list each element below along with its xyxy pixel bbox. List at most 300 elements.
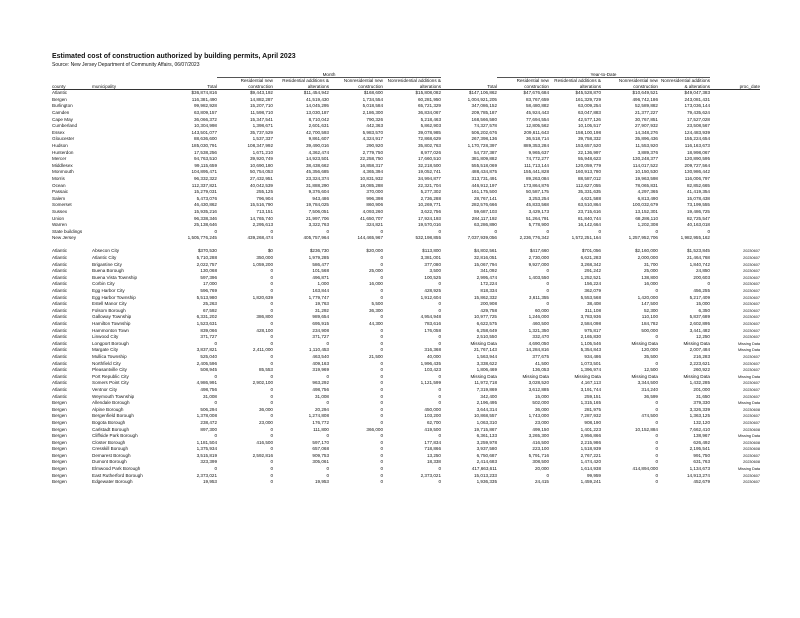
value-cell: 54,737,387 <box>474 149 497 155</box>
value-cell: 0 <box>270 479 273 485</box>
value-cell: 58,480,882 <box>526 103 549 109</box>
county-cell: Bergen <box>52 433 67 439</box>
county-cell: Bergen <box>52 446 67 452</box>
value-cell: 10,977,725 <box>474 314 497 320</box>
municipality-row <box>52 394 760 401</box>
county-cell: Ocean <box>52 182 66 188</box>
col-nonres-new-ytd: Nonresidential new construction <box>601 78 658 90</box>
value-cell: 22,258,750 <box>360 156 383 162</box>
value-cell: 281,975 <box>584 406 601 412</box>
value-cell: 32,218,500 <box>418 162 441 168</box>
county-cell: Atlantic <box>52 373 68 379</box>
county-cell: Atlantic <box>52 268 68 274</box>
county-row <box>52 123 760 130</box>
value-cell: 0 <box>655 439 658 445</box>
empty-cell <box>92 176 164 183</box>
value-cell: 0 <box>438 466 441 472</box>
value-cell: 0 <box>380 380 383 386</box>
value-cell: 1,110,453 <box>308 347 329 353</box>
value-cell: 10,150,530 <box>635 169 658 175</box>
value-cell: Missing Data <box>522 373 549 379</box>
value-cell: 0 <box>270 268 273 274</box>
value-cell: 173,036,144 <box>684 103 710 109</box>
value-cell: 36,000 <box>258 406 273 412</box>
value-cell: 209,785,187 <box>471 110 497 115</box>
value-cell: 32,816,051 <box>474 255 497 261</box>
empty-cell <box>710 103 760 110</box>
value-cell: 496,742,186 <box>632 96 658 102</box>
value-cell: 506,294 <box>200 406 217 412</box>
value-cell: 23,324,374 <box>306 175 329 181</box>
value-cell: 4,297,365 <box>637 189 658 195</box>
value-cell: 13,250 <box>426 452 441 458</box>
value-cell: 0 <box>546 281 549 287</box>
value-cell: 0 <box>380 419 383 425</box>
county-cell: Bergen <box>52 406 67 412</box>
value-cell: 96,338,346 <box>194 215 217 221</box>
municipality-cell: Cliffside Park Borough <box>92 433 138 439</box>
county-row <box>52 209 760 216</box>
value-cell: 0 <box>270 426 273 432</box>
proc-date-cell: 20230607 <box>743 289 760 294</box>
empty-cell <box>710 163 760 170</box>
municipality-cell: Atlantic City <box>92 255 117 261</box>
value-cell: 657,068 <box>312 446 329 452</box>
value-cell: 2,373,021 <box>196 472 217 478</box>
value-cell: 341,092 <box>480 268 497 274</box>
value-cell: 0 <box>270 472 273 478</box>
empty-cell <box>710 229 760 236</box>
value-cell: 0 <box>270 400 273 406</box>
value-cell: 163,844 <box>312 288 329 294</box>
empty-cell <box>710 196 760 203</box>
value-cell: 23,508,567 <box>687 123 710 129</box>
value-cell: 96,332,322 <box>194 175 217 181</box>
value-cell: 0 <box>270 373 273 379</box>
value-cell: 0 <box>380 373 383 379</box>
value-cell: 21,464,768 <box>687 255 710 261</box>
value-cell: 88,587,012 <box>578 175 601 181</box>
value-cell: 3,611,355 <box>528 294 549 300</box>
value-cell: 0 <box>438 373 441 379</box>
value-cell: 82,852,665 <box>687 182 710 188</box>
value-cell: 5,837,689 <box>689 314 710 320</box>
value-cell: 5,218,463 <box>420 116 441 122</box>
value-cell: 0 <box>655 360 658 366</box>
proc-date-cell: 20230607 <box>743 480 760 485</box>
value-cell: 6,621,283 <box>580 255 601 261</box>
value-cell: 1,734,554 <box>362 96 383 102</box>
value-cell: 1,474,420 <box>580 459 601 465</box>
value-cell: $113,800 <box>422 248 441 254</box>
value-cell: 41,650,707 <box>360 215 383 221</box>
value-cell: 419,500 <box>424 426 441 432</box>
value-cell: 450,000 <box>424 406 441 412</box>
value-cell: 36,000 <box>534 406 549 412</box>
value-cell: $2,160,000 <box>635 248 658 254</box>
value-cell: 24,415 <box>534 479 549 485</box>
proc-date-cell: 20230607 <box>743 414 760 419</box>
value-cell: 4,167,113 <box>580 380 601 386</box>
value-cell: 0 <box>214 400 217 406</box>
value-cell: 31,700 <box>643 261 658 267</box>
value-cell: 20,294 <box>314 406 329 412</box>
value-cell: 10,868,557 <box>474 413 497 419</box>
value-cell: 474,500 <box>641 413 658 419</box>
value-cell: 818,334 <box>480 288 497 294</box>
proc-date-cell: 20230607 <box>743 420 760 425</box>
value-cell: 1,105,546 <box>580 340 601 346</box>
value-cell: 15,067,794 <box>474 261 497 267</box>
value-cell: 138,800 <box>641 274 658 280</box>
municipality-cell: Cresskill Borough <box>92 446 128 452</box>
empty-cell <box>92 196 164 203</box>
value-cell: 168,566,580 <box>471 116 497 122</box>
value-cell: 314,240 <box>641 386 658 392</box>
value-cell: 0 <box>438 307 441 313</box>
value-cell: 36,834,067 <box>418 110 441 115</box>
value-cell: 2,902,100 <box>252 380 273 386</box>
empty-cell <box>92 90 164 97</box>
county-cell: Somerset <box>52 202 72 208</box>
value-cell: 0 <box>326 466 329 472</box>
value-cell: 596,769 <box>200 288 217 294</box>
value-cell: 0 <box>380 228 383 234</box>
value-cell: 1,202,308 <box>637 222 658 228</box>
value-cell: 0 <box>270 228 273 234</box>
value-cell: 234,908 <box>312 327 329 333</box>
value-cell: 24,850 <box>695 268 710 274</box>
value-cell: 0 <box>438 301 441 307</box>
value-cell: 0 <box>655 459 658 465</box>
value-cell: 2,414,683 <box>476 459 497 465</box>
county-row <box>52 222 760 229</box>
value-cell: 1,671,210 <box>252 149 273 155</box>
municipality-row <box>52 347 760 354</box>
value-cell: 94,763,510 <box>194 156 217 162</box>
value-cell: 27,432,951 <box>250 175 273 181</box>
value-cell: 172,224 <box>480 281 497 287</box>
value-cell: 3,441,482 <box>689 327 710 333</box>
value-cell: 19,570,016 <box>418 222 441 228</box>
value-cell: 370,000 <box>366 189 383 195</box>
value-cell: 324,821 <box>366 222 383 228</box>
value-cell: 0 <box>380 261 383 267</box>
value-cell: 2,510,550 <box>476 334 497 340</box>
value-cell: 442,363 <box>366 123 383 129</box>
municipality-row <box>52 275 760 282</box>
value-cell: 120,890,595 <box>684 156 710 162</box>
value-cell: 15,013,233 <box>474 472 497 478</box>
county-cell: Hudson <box>52 142 68 148</box>
value-cell: 5,778,900 <box>528 222 549 228</box>
empty-cell <box>710 110 760 117</box>
municipality-row <box>52 479 760 486</box>
empty-cell <box>92 189 164 196</box>
value-cell: 9,927,000 <box>528 261 549 267</box>
value-cell: 1,000 <box>317 281 329 287</box>
value-cell: 0 <box>380 288 383 294</box>
value-cell: 112,337,821 <box>191 182 217 188</box>
value-cell: 377,080 <box>424 261 441 267</box>
municipality-cell: Egg Harbor City <box>92 288 125 294</box>
value-cell: 0 <box>380 347 383 353</box>
value-cell: 22,136,997 <box>578 149 601 155</box>
value-cell: 60,000 <box>534 307 549 313</box>
value-cell: 379,330 <box>693 400 710 406</box>
proc-date-cell: 20230607 <box>743 322 760 326</box>
proc-date-cell: 20230608 <box>743 460 760 465</box>
municipality-row <box>52 446 760 453</box>
value-cell: 0 <box>655 479 658 485</box>
value-cell: 350,000 <box>256 255 273 261</box>
value-cell: 160,913,780 <box>575 169 601 175</box>
municipality-cell: Estell Manor City <box>92 301 127 307</box>
value-cell: $370,530 <box>197 248 217 254</box>
municipality-row <box>52 361 760 368</box>
value-cell: 7,662,410 <box>689 426 710 432</box>
value-cell: 116,006,797 <box>684 175 710 181</box>
value-cell: 695,915 <box>312 321 329 326</box>
value-cell: 2,196,495 <box>476 400 497 406</box>
value-cell: 52,589,882 <box>635 103 658 109</box>
value-cell: 496,871 <box>312 274 329 280</box>
empty-cell <box>710 202 760 209</box>
county-row <box>52 156 760 163</box>
value-cell: 3,259,978 <box>476 439 497 445</box>
value-cell: 130,986,442 <box>684 169 710 175</box>
value-cell: 22,321,704 <box>418 182 441 188</box>
value-cell: 417,663,611 <box>471 466 497 472</box>
col-res-add-ytd: Residential additions & alterations <box>549 78 601 90</box>
value-cell: 124,483,939 <box>684 129 710 135</box>
value-cell: 0 <box>214 466 217 472</box>
proc-date-cell: 20230607 <box>743 262 760 267</box>
value-cell: 4,621,588 <box>580 195 601 201</box>
value-cell: 525,040 <box>200 353 217 359</box>
value-cell: 68,286,110 <box>635 215 658 221</box>
value-cell: 5,217,409 <box>689 294 710 300</box>
value-cell: 631,763 <box>693 459 710 465</box>
proc-date-cell: 20230607 <box>743 387 760 392</box>
value-cell: 40,042,539 <box>250 182 273 188</box>
value-cell: 36,599 <box>643 393 658 399</box>
empty-cell <box>92 156 164 163</box>
value-cell: 67,592 <box>202 307 217 313</box>
value-cell: 2,236,776,342 <box>519 235 549 241</box>
proc-date-cell: Missing Data <box>738 348 760 353</box>
value-cell: 36,066,372 <box>194 116 217 122</box>
col-res-new-month: Residential new construction <box>217 78 273 90</box>
proc-date-cell: 20230607 <box>743 381 760 386</box>
value-cell: 1,396,974 <box>580 367 601 373</box>
value-cell: 138,967 <box>693 433 710 439</box>
value-cell: $15,808,082 <box>415 90 441 96</box>
value-cell: 7,287,932 <box>580 413 601 419</box>
value-cell: 173,864,876 <box>523 182 549 188</box>
value-cell: $10,649,521 <box>632 90 658 96</box>
value-cell: 0 <box>655 288 658 294</box>
value-cell: 0 <box>546 288 549 294</box>
value-cell: 243,081,431 <box>684 96 710 102</box>
value-cell: 0 <box>380 479 383 485</box>
value-cell: 2,995,474 <box>476 274 497 280</box>
value-cell: 82,725,547 <box>687 215 710 221</box>
municipality-row <box>52 341 760 348</box>
value-cell: 1,004,921,205 <box>467 96 497 102</box>
value-cell: 0 <box>546 268 549 274</box>
value-cell: 1,505,776,245 <box>187 235 217 241</box>
value-cell: 4,324,917 <box>362 136 383 142</box>
value-cell: 14,923,501 <box>306 156 329 162</box>
value-cell: 17,000 <box>202 281 217 287</box>
municipality-row <box>52 308 760 315</box>
value-cell: 12,250 <box>695 334 710 340</box>
value-cell: 83,767,659 <box>526 96 549 102</box>
value-cell: 17,924,193 <box>418 215 441 221</box>
municipality-cell: Ventnor City <box>92 386 118 392</box>
value-cell: 0 <box>438 334 441 340</box>
value-cell: 2,592,816 <box>252 452 273 458</box>
proc-date-cell: 20230607 <box>743 315 760 320</box>
value-cell: 502,000 <box>532 400 549 406</box>
value-cell: 10,269,771 <box>418 202 441 208</box>
value-cell: 62,700 <box>426 419 441 425</box>
proc-date-cell: 20230607 <box>743 368 760 373</box>
county-cell: Atlantic <box>52 367 68 373</box>
value-cell: $0 <box>267 248 273 254</box>
value-cell: 14,045,295 <box>306 103 329 109</box>
value-cell: 8,977,026 <box>420 149 441 155</box>
value-cell: 0 <box>546 472 549 478</box>
value-cell: 25,263 <box>202 301 217 307</box>
col-nonres-new-month: Nonresidential new construction <box>329 78 383 90</box>
value-cell: 41,419,354 <box>687 189 710 195</box>
value-cell: 23,715,616 <box>578 208 601 214</box>
value-cell: $1,523,845 <box>687 248 710 254</box>
value-cell: 14,765,740 <box>250 215 273 221</box>
municipality-cell: Elmwood Park Borough <box>92 466 141 472</box>
value-cell: 15,000 <box>695 301 710 307</box>
municipality-row <box>52 374 760 381</box>
value-cell: 405,757,964 <box>303 235 329 241</box>
county-cell: Passaic <box>52 189 69 195</box>
value-cell: 13,152,301 <box>635 208 658 214</box>
value-cell: 19,715,867 <box>474 426 497 432</box>
value-cell: 1,572,251,164 <box>571 235 601 241</box>
county-cell: Bergen <box>52 459 67 465</box>
value-cell: 31,650 <box>695 393 710 399</box>
empty-cell <box>92 202 164 209</box>
value-cell: 1,806,469 <box>476 367 497 373</box>
value-cell: 1,363,125 <box>689 413 710 419</box>
value-cell: 161,329,729 <box>575 96 601 102</box>
value-cell: 996,398 <box>366 195 383 201</box>
value-cell: 45,924,443 <box>526 110 549 115</box>
county-cell: Union <box>52 215 65 221</box>
value-cell: 429,758 <box>480 307 497 313</box>
value-cell: 9,376,604 <box>308 189 329 195</box>
value-cell: 839,066 <box>200 327 217 333</box>
value-cell: 6,350 <box>698 307 710 313</box>
county-cell: Bergen <box>52 413 67 419</box>
county-cell: Cumberland <box>52 123 78 129</box>
value-cell: 73,199,555 <box>687 202 710 208</box>
report-title: Estimated cost of construction authorized by building permits, April 2023 <box>52 53 296 60</box>
municipality-cell: Galloway Township <box>92 314 132 320</box>
value-cell: 1,743,000 <box>528 413 549 419</box>
value-cell: 0 <box>380 367 383 373</box>
municipality-row <box>52 314 760 321</box>
column-header-row <box>52 78 760 90</box>
col-res-new-ytd: Residential new construction <box>497 78 549 90</box>
municipality-row <box>52 262 760 269</box>
value-cell: 209,727,564 <box>684 162 710 168</box>
value-cell: 89,263,084 <box>526 175 549 181</box>
value-cell: 144,465,967 <box>357 235 383 241</box>
value-cell: 103,200 <box>424 413 441 419</box>
value-cell: 332,470 <box>532 334 549 340</box>
value-cell: 0 <box>380 459 383 465</box>
proc-date-cell: Missing Data <box>738 374 760 379</box>
value-cell: 0 <box>214 228 217 234</box>
value-cell: 0 <box>214 373 217 379</box>
value-cell: 136,053 <box>532 367 549 373</box>
value-cell: 439,268,474 <box>247 235 273 241</box>
value-cell: 5,983,570 <box>362 129 383 135</box>
col-county: county <box>52 78 92 90</box>
value-cell: 143,501,077 <box>191 129 217 135</box>
value-cell: 16,858,317 <box>360 162 383 168</box>
value-cell: 20,000 <box>534 466 549 472</box>
value-cell: 19,963,598 <box>635 175 658 181</box>
value-cell: $701,056 <box>581 248 601 254</box>
value-cell: 116,381,490 <box>191 96 217 102</box>
value-cell: 991,750 <box>693 452 710 458</box>
value-cell: 2,007,484 <box>689 347 710 353</box>
value-cell: 347,086,152 <box>471 103 497 109</box>
value-cell: 8,710,042 <box>308 116 329 122</box>
municipality-row <box>52 440 760 447</box>
county-cell: Atlantic <box>52 288 68 294</box>
value-cell: 5,710,288 <box>196 255 217 261</box>
empty-cell <box>710 189 760 196</box>
value-cell: 16,000 <box>643 281 658 287</box>
empty-cell <box>710 97 760 104</box>
proc-date-cell: 20230607 <box>743 249 760 254</box>
municipality-cell: Northfield City <box>92 360 121 366</box>
value-cell: 111,713,144 <box>524 162 549 168</box>
value-cell: Missing Data <box>470 373 497 379</box>
permits-table <box>52 72 760 486</box>
value-cell: 19,953 <box>314 479 329 485</box>
municipality-row <box>52 387 760 394</box>
county-cell: Atlantic <box>52 314 68 320</box>
value-cell: 626,492 <box>693 439 710 445</box>
value-cell: 2,767,221 <box>580 452 601 458</box>
value-cell: 6,361,133 <box>476 433 497 439</box>
county-cell: State buildings <box>52 228 83 234</box>
value-cell: 88,636,600 <box>194 136 217 142</box>
value-cell: 783,616 <box>424 321 441 326</box>
value-cell: 3,344,500 <box>637 380 658 386</box>
empty-cell <box>92 229 164 236</box>
value-cell: 0 <box>380 466 383 472</box>
value-cell: 3,515,819 <box>196 452 217 458</box>
value-cell: 116,163,673 <box>684 142 710 148</box>
county-row <box>52 229 760 236</box>
value-cell: 21,997,706 <box>306 215 329 221</box>
